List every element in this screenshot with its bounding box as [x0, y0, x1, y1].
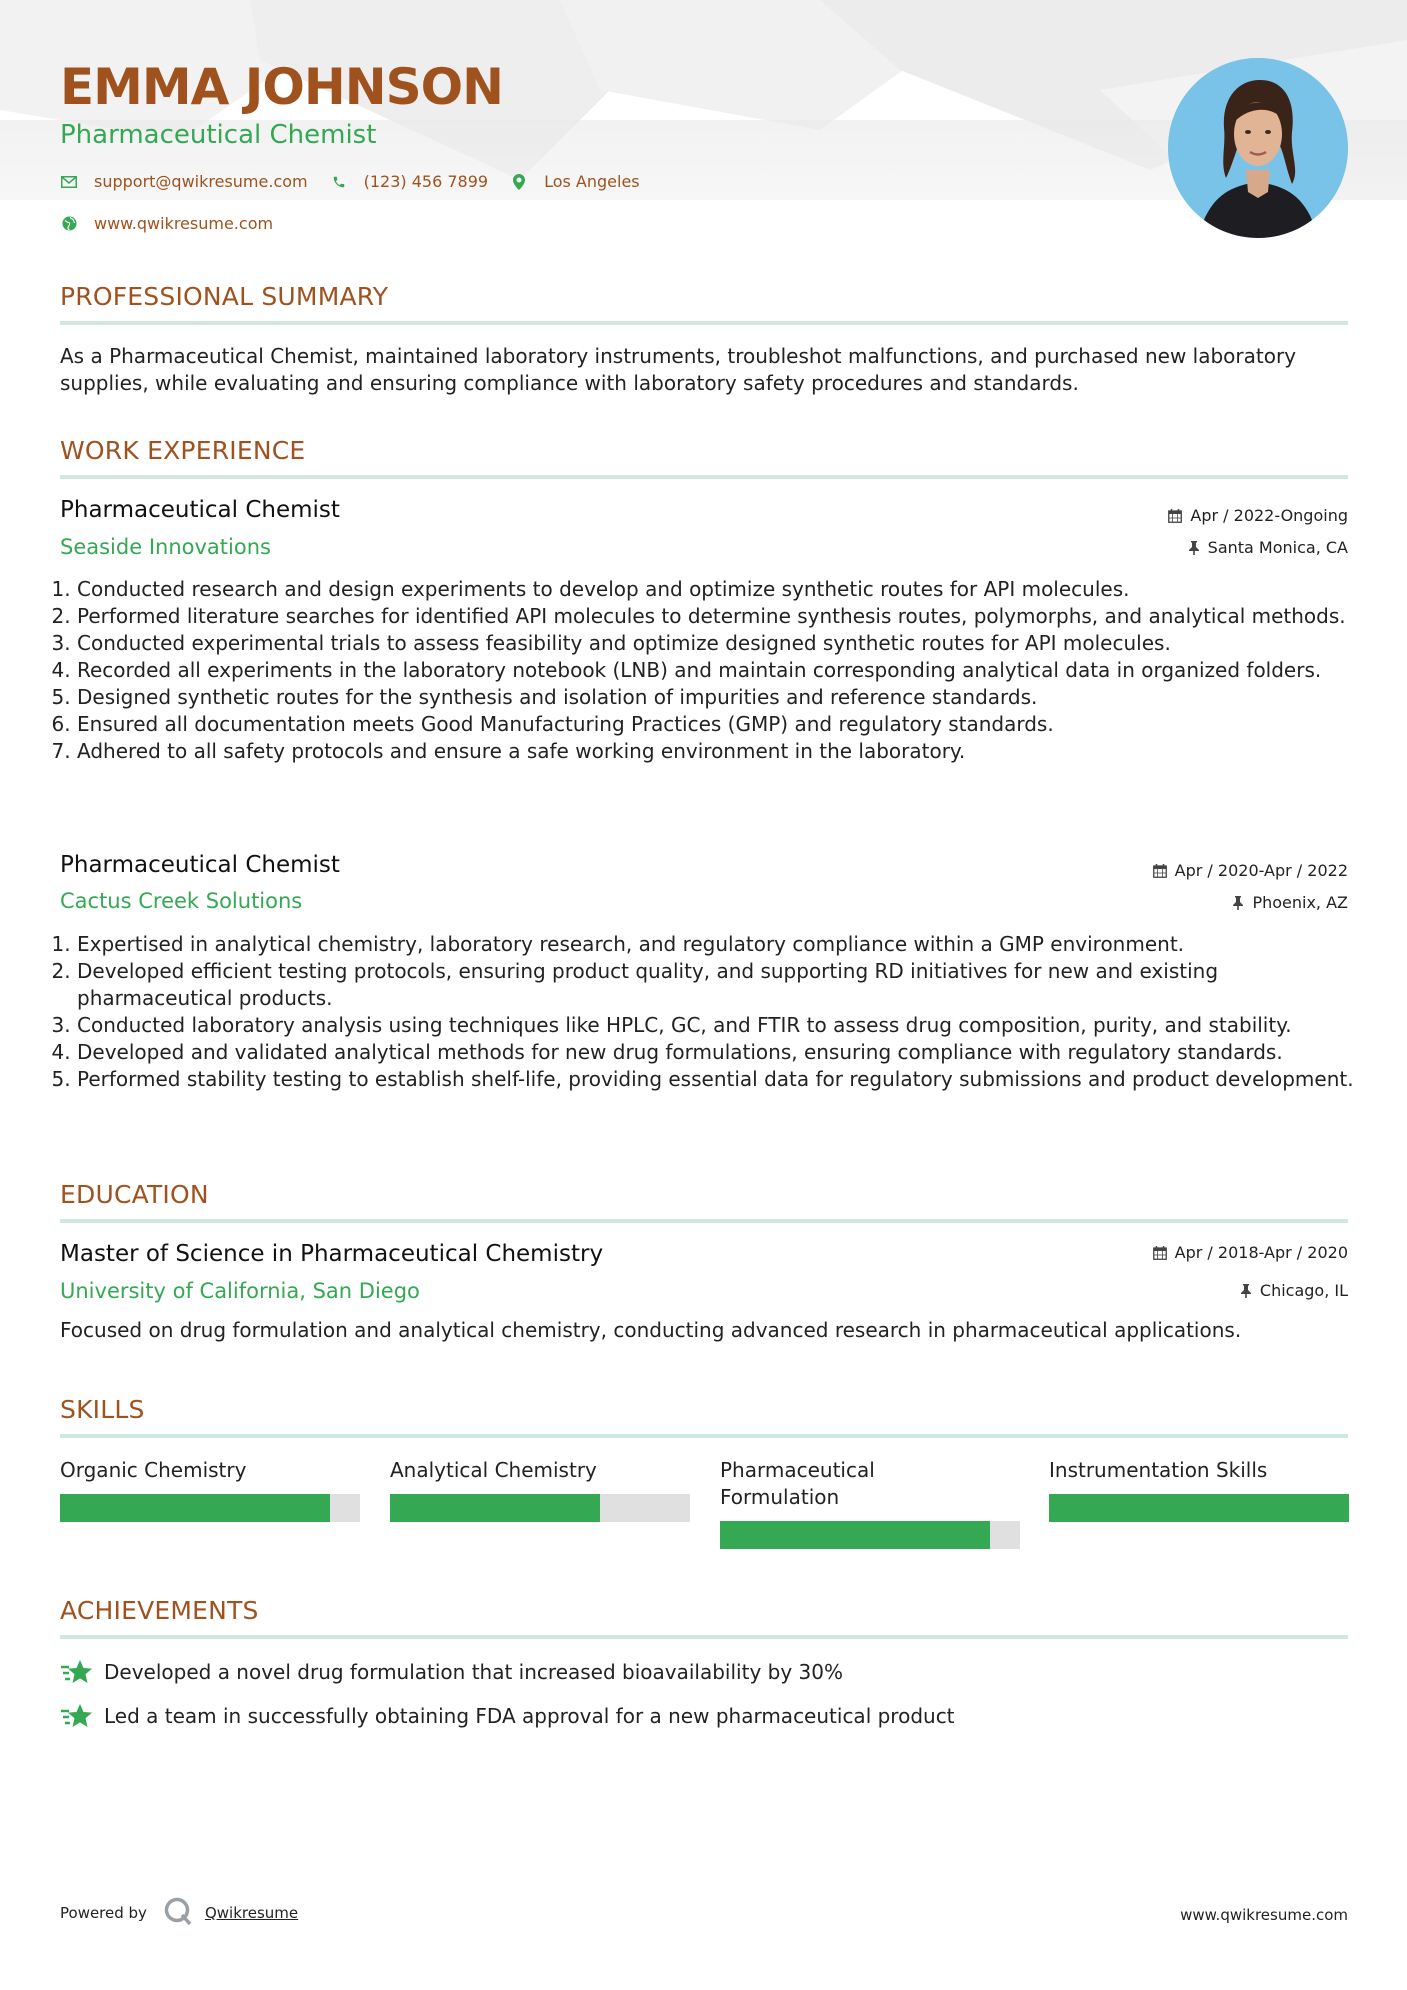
star-achievement-icon [60, 1658, 92, 1686]
job-2-dates [1153, 861, 1348, 880]
contact-location-text: Los Angeles [544, 172, 640, 191]
globe-icon [60, 215, 78, 233]
education-location [1240, 1281, 1348, 1300]
skill-bar [720, 1521, 1020, 1549]
footer-website-link[interactable]: www.qwikresume.com [1180, 1906, 1348, 1924]
skill-item [390, 1457, 690, 1522]
skill-item [60, 1457, 360, 1522]
education-school: University of California, San Diego [60, 1279, 420, 1303]
contact-row-primary [60, 172, 662, 191]
skills-heading: SKILLS [60, 1395, 1348, 1438]
envelope-icon [60, 173, 78, 191]
pin-icon [1188, 541, 1200, 555]
achievement-text: Developed a novel drug formulation that increased bioavailability by 30% [104, 1660, 843, 1684]
contact-website[interactable] [60, 214, 273, 233]
job-2-company: Cactus Creek Solutions [60, 889, 303, 913]
list-item: 5. Performed stability testing to establish shelf-life, providing essential data for regulatory submissions and product development. [77, 1066, 1365, 1093]
contact-website-text: www.qwikresume.com [94, 214, 274, 233]
job-1-dates [1168, 506, 1348, 525]
job-1-company: Seaside Innovations [60, 535, 271, 559]
footer-powered-by [60, 1896, 298, 1930]
list-item: 6. Ensured all documentation meets Good Manufacturing Practices (GMP) and regulatory standards. [77, 711, 1365, 738]
calendar-icon [1168, 509, 1182, 523]
list-item: 3. Conducted laboratory analysis using techniques like HPLC, GC, and FTIR to assess drug composition, purity, and stability. [77, 1012, 1365, 1039]
skill-name: Analytical Chemistry [390, 1458, 597, 1482]
candidate-name: EMMA JOHNSON [60, 58, 503, 116]
summary-text: As a Pharmaceutical Chemist, maintained laboratory instruments, troubleshot malfunctions, and purchased new laboratory supplies, while evaluating and ensuring compliance with laboratory safety procedures and standards. [60, 344, 1297, 395]
list-item: 3. Conducted experimental trials to assess feasibility and optimize designed synthetic routes for API molecules. [77, 630, 1365, 657]
achievements-heading: ACHIEVEMENTS [60, 1596, 1348, 1639]
candidate-title: Pharmaceutical Chemist [60, 120, 377, 150]
contact-row-secondary [60, 214, 295, 233]
list-item: 7. Adhered to all safety protocols and ensure a safe working environment in the laboratory. [77, 738, 1365, 765]
skill-bar-fill [1049, 1494, 1349, 1522]
calendar-icon [1153, 1246, 1167, 1260]
profile-photo [1168, 58, 1348, 238]
powered-by-label: Powered by [60, 1904, 147, 1922]
pin-icon [1232, 896, 1244, 910]
job-2-title: Pharmaceutical Chemist [60, 852, 340, 878]
job-2-points [60, 931, 1365, 1093]
skill-item [720, 1457, 1020, 1549]
phone-icon [330, 173, 348, 191]
experience-heading: WORK EXPERIENCE [60, 436, 1348, 479]
education-dates-text: Apr / 2018-Apr / 2020 [1174, 1243, 1348, 1262]
list-item: 4. Recorded all experiments in the laboratory notebook (LNB) and maintain corresponding analytical data in organized folders. [77, 657, 1365, 684]
skill-bar [390, 1494, 690, 1522]
star-achievement-icon [60, 1702, 92, 1730]
achievement-item [60, 1658, 843, 1686]
qwikresume-brand-link[interactable]: Qwikresume [204, 1904, 299, 1922]
skill-bar-fill [60, 1494, 330, 1522]
skill-item [1049, 1457, 1349, 1522]
skill-name: Instrumentation Skills [1049, 1458, 1268, 1482]
summary-heading: PROFESSIONAL SUMMARY [60, 282, 1348, 325]
list-item: 1. Conducted research and design experiments to develop and optimize synthetic routes for API molecules. [77, 576, 1365, 603]
job-1-dates-text: Apr / 2022-Ongoing [1190, 506, 1348, 525]
skill-bar-fill [720, 1521, 990, 1549]
list-item: 4. Developed and validated analytical methods for new drug formulations, ensuring compliance with regulatory standards. [77, 1039, 1365, 1066]
list-item: 2. Developed efficient testing protocols, ensuring product quality, and supporting RD initiatives for new and existing pharmaceutical products. [77, 958, 1365, 1012]
achievement-item [60, 1702, 955, 1730]
job-2-location [1232, 893, 1348, 912]
contact-location [510, 172, 640, 191]
map-marker-icon [510, 173, 528, 191]
education-location-text: Chicago, IL [1259, 1281, 1348, 1300]
list-item: 5. Designed synthetic routes for the synthesis and isolation of impurities and reference standards. [77, 684, 1365, 711]
list-item: 2. Performed literature searches for identified API molecules to determine synthesis routes, polymorphs, and analytical methods. [77, 603, 1365, 630]
contact-phone[interactable] [330, 172, 488, 191]
list-item: 1. Expertised in analytical chemistry, laboratory research, and regulatory compliance within a GMP environment. [77, 931, 1365, 958]
contact-email[interactable] [60, 172, 308, 191]
achievement-text: Led a team in successfully obtaining FDA approval for a new pharmaceutical product [104, 1704, 955, 1728]
qwikresume-logo-icon [163, 1896, 193, 1930]
job-2-location-text: Phoenix, AZ [1252, 893, 1348, 912]
contact-email-text: support@qwikresume.com [94, 172, 308, 191]
skill-name: Pharmaceutical Formulation [720, 1458, 875, 1509]
job-1-location [1188, 538, 1348, 557]
skill-bar [1049, 1494, 1349, 1522]
education-dates [1153, 1243, 1348, 1262]
education-degree: Master of Science in Pharmaceutical Chemistry [60, 1241, 604, 1267]
skill-bar-fill [390, 1494, 600, 1522]
education-heading: EDUCATION [60, 1180, 1348, 1223]
contact-phone-text: (123) 456 7899 [363, 172, 489, 191]
job-1-points [60, 576, 1365, 765]
job-1-location-text: Santa Monica, CA [1207, 538, 1348, 557]
job-2-dates-text: Apr / 2020-Apr / 2022 [1174, 861, 1348, 880]
calendar-icon [1153, 864, 1167, 878]
skill-bar [60, 1494, 360, 1522]
job-1-title: Pharmaceutical Chemist [60, 497, 340, 523]
pin-icon [1240, 1284, 1252, 1298]
education-description: Focused on drug formulation and analytical chemistry, conducting advanced research in pharmaceutical applications. [60, 1318, 1242, 1342]
skill-name: Organic Chemistry [60, 1458, 247, 1482]
